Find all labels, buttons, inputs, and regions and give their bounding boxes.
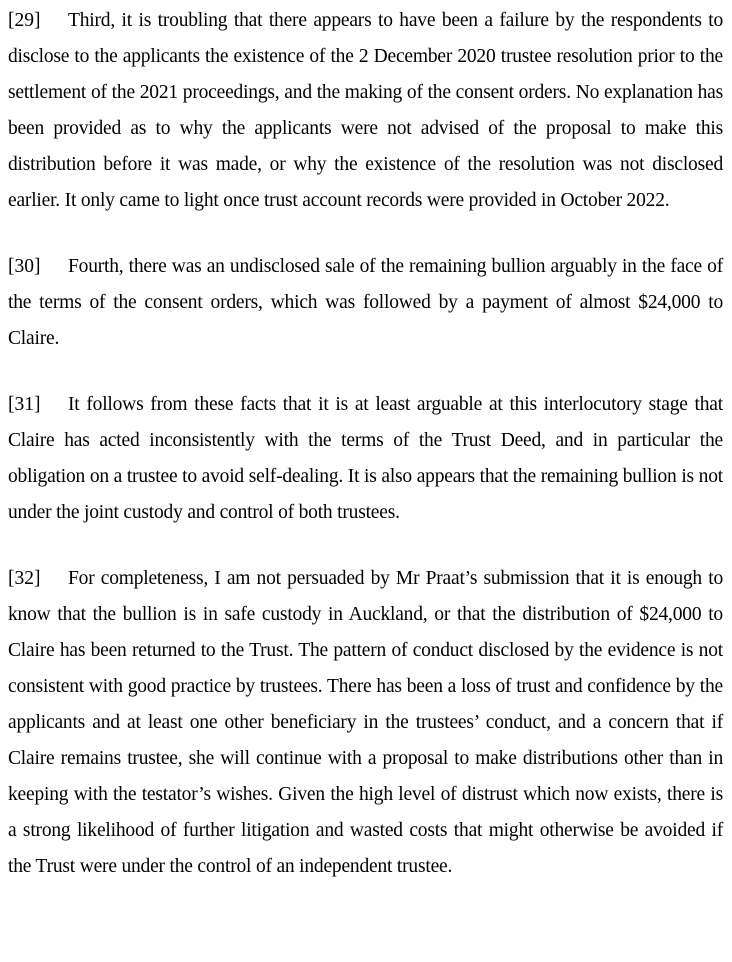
paragraph-number: [29] bbox=[8, 10, 41, 31]
paragraph-30 bbox=[8, 249, 723, 357]
paragraph-31 bbox=[8, 387, 723, 531]
paragraph-number: [31] bbox=[8, 394, 41, 415]
paragraph-text: For completeness, I am not persuaded by Mr Praat’s submission that it is enough to know that the bullion is in safe custody in Auckland, or that the distribution of $24,000 to Claire has been returned to the Trust. The pattern of conduct disclosed by the evidence is not consistent with good practice by trustees. There has been a loss of trust and confidence by the applicants and at least one other beneficiary in the trustees’ conduct, and a concern that if Claire remains trustee, she will continue with a proposal to make distributions other than in keeping with the testator’s wishes. Given the high level of distrust which now exists, there is a strong likelihood of further litigation and wasted costs that might otherwise be avoided if the Trust were under the control of an independent trustee. bbox=[8, 568, 723, 877]
paragraph-29 bbox=[8, 3, 723, 219]
paragraph-text: It follows from these facts that it is at least arguable at this interlocutory stage that Claire has acted inconsistently with the terms of the Trust Deed, and in particular the obligation on a trustee to avoid self-dealing. It is also appears that the remaining bullion is not under the joint custody and control of both trustees. bbox=[8, 394, 723, 523]
paragraph-32 bbox=[8, 561, 723, 885]
paragraph-number: [30] bbox=[8, 256, 41, 277]
paragraph-number: [32] bbox=[8, 568, 41, 589]
paragraph-text: Third, it is troubling that there appears to have been a failure by the respondents to disclose to the applicants the existence of the 2 December 2020 trustee resolution prior to the settlement of the 2021 proceedings, and the making of the consent orders. No explanation has been provided as to why the applicants were not advised of the proposal to make this distribution before it was made, or why the existence of the resolution was not disclosed earlier. It only came to light once trust account records were provided in October 2022. bbox=[8, 10, 723, 211]
paragraph-text: Fourth, there was an undisclosed sale of the remaining bullion arguably in the face of the terms of the consent orders, which was followed by a payment of almost $24,000 to Claire. bbox=[8, 256, 723, 349]
